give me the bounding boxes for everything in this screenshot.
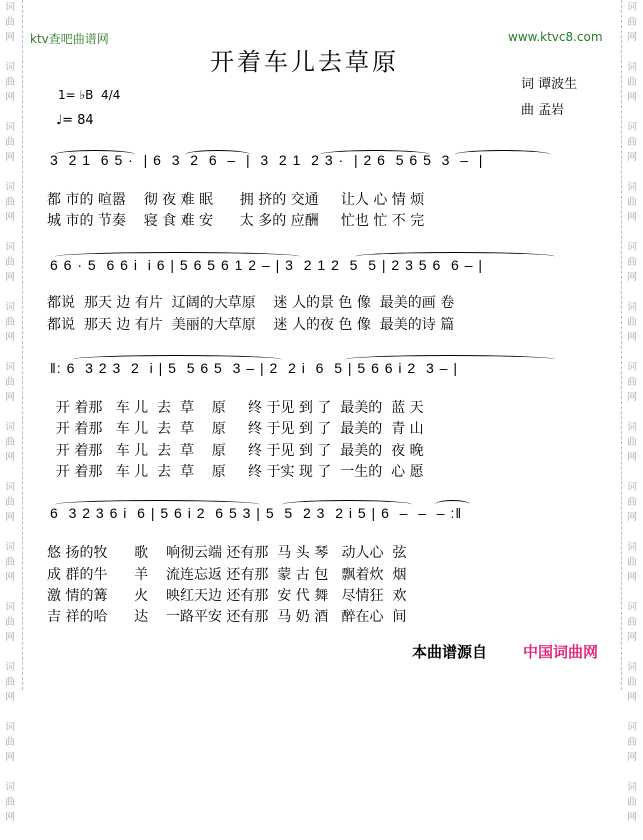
notation-line: 6 6 · 5 6 6 i i 6 | 5 6 5 6 1 2 – | 3 2 1 2 5 5 | 2 3 5 6 6 – |: [50, 257, 483, 273]
watermark-char: 曲: [627, 737, 637, 748]
watermark-char: 词: [5, 302, 15, 313]
watermark-char: 曲: [5, 737, 15, 748]
lyric-line: 开 着那 车 儿 去 草 原 终 于见 到 了 最美的 蓝 天: [47, 400, 424, 416]
watermark-char: 词: [5, 362, 15, 373]
watermark-char: 网: [627, 512, 637, 523]
watermark-char: 网: [5, 92, 15, 103]
watermark-char: 词: [627, 662, 637, 673]
source-site-link[interactable]: 中国词曲网: [523, 643, 599, 661]
lyric-line: 开 着那 车 儿 去 草 原 终 于见 到 了 最美的 青 山: [47, 421, 424, 437]
watermark-char: 网: [627, 212, 637, 223]
watermark-char: 词: [627, 302, 637, 313]
key-signature: 1= ♭B 4/4: [58, 88, 121, 102]
watermark-char: 词: [627, 182, 637, 193]
watermark-char: 网: [627, 392, 637, 403]
border-right: [621, 0, 622, 690]
watermark-right: [624, 0, 640, 840]
watermark-char: 词: [5, 242, 15, 253]
watermark-char: 词: [627, 482, 637, 493]
watermark-char: 词: [627, 62, 637, 73]
watermark-char: 曲: [5, 677, 15, 688]
watermark-char: 网: [5, 452, 15, 463]
watermark-char: 词: [627, 782, 637, 793]
watermark-char: 词: [5, 122, 15, 133]
watermark-char: 网: [5, 32, 15, 43]
watermark-char: 曲: [5, 437, 15, 448]
watermark-char: 网: [5, 572, 15, 583]
watermark-char: 网: [5, 752, 15, 763]
lyric-line: 成 群的牛 羊 流连忘返 还有那 蒙 古 包 飘着炊 烟: [47, 567, 407, 583]
watermark-char: 词: [5, 422, 15, 433]
watermark-char: 曲: [627, 557, 637, 568]
composer: 曲 孟岩: [521, 103, 565, 118]
lyric-line: 开 着那 车 儿 去 草 原 终 于见 到 了 最美的 夜 晚: [47, 443, 424, 459]
watermark-char: 曲: [5, 77, 15, 88]
watermark-char: 网: [5, 392, 15, 403]
site-name-left: ktv查吧曲谱网: [30, 32, 109, 46]
watermark-char: 曲: [5, 497, 15, 508]
watermark-char: 词: [627, 362, 637, 373]
watermark-char: 曲: [5, 317, 15, 328]
watermark-char: 曲: [5, 17, 15, 28]
watermark-char: 词: [5, 182, 15, 193]
watermark-char: 网: [5, 272, 15, 283]
notation-line: ‖: 6 3 2 3 2 i | 5 5 6 5 3 – | 2 2 i 6 5 | 5 6 6 i 2 3 – |: [50, 360, 458, 376]
watermark-char: 网: [5, 632, 15, 643]
watermark-char: 曲: [5, 257, 15, 268]
watermark-char: 词: [627, 722, 637, 733]
lyric-line: 悠 扬的牧 歌 响彻云端 还有那 马 头 琴 动人心 弦: [47, 545, 407, 561]
watermark-char: 曲: [5, 197, 15, 208]
watermark-char: 词: [627, 2, 637, 13]
watermark-char: 曲: [5, 617, 15, 628]
watermark-char: 网: [627, 752, 637, 763]
watermark-char: 曲: [627, 617, 637, 628]
watermark-char: 网: [5, 332, 15, 343]
watermark-char: 词: [5, 722, 15, 733]
watermark-char: 曲: [627, 317, 637, 328]
watermark-char: 曲: [627, 797, 637, 808]
watermark-char: 网: [627, 452, 637, 463]
watermark-char: 网: [627, 692, 637, 703]
watermark-char: 网: [5, 152, 15, 163]
watermark-char: 词: [5, 782, 15, 793]
watermark-char: 网: [627, 632, 637, 643]
watermark-char: 网: [627, 812, 637, 823]
watermark-char: 曲: [627, 17, 637, 28]
watermark-char: 网: [5, 212, 15, 223]
watermark-char: 曲: [627, 437, 637, 448]
watermark-char: 曲: [5, 377, 15, 388]
lyric-line: 城 市的 节奏 寝 食 难 安 太 多的 应酬 忙也 忙 不 完: [47, 213, 425, 229]
watermark-char: 曲: [627, 497, 637, 508]
lyric-line: 都说 那天 边 有片 辽阔的大草原 迷 人的景 色 像 最美的画 卷: [47, 295, 455, 311]
song-title: 开着车儿去草原: [210, 48, 399, 76]
notation-line: 3 2 1 6 5 · | 6 3 2 6 – | 3 2 1 2 3 · | 2 6 5 6 5 3 – |: [50, 152, 484, 168]
lyric-line: 激 情的篝 火 映红天边 还有那 安 代 舞 尽情狂 欢: [47, 588, 407, 604]
watermark-char: 词: [5, 542, 15, 553]
watermark-char: 曲: [627, 137, 637, 148]
tempo-marking: ♩= 84: [56, 113, 94, 128]
watermark-char: 词: [5, 2, 15, 13]
watermark-char: 词: [627, 422, 637, 433]
watermark-char: 网: [5, 812, 15, 823]
watermark-char: 网: [627, 152, 637, 163]
watermark-char: 曲: [627, 677, 637, 688]
lyric-line: 都 市的 喧嚣 彻 夜 难 眠 拥 挤的 交通 让人 心 情 烦: [47, 192, 425, 208]
watermark-char: 网: [5, 692, 15, 703]
watermark-char: 词: [5, 602, 15, 613]
lyric-line: 开 着那 车 儿 去 草 原 终 于实 现 了 一生的 心 愿: [47, 464, 424, 480]
watermark-left: [2, 0, 18, 840]
watermark-char: 曲: [5, 557, 15, 568]
watermark-char: 曲: [627, 197, 637, 208]
source-label: 本曲谱源自: [412, 643, 488, 661]
watermark-char: 曲: [627, 377, 637, 388]
lyric-line: 吉 祥的哈 达 一路平安 还有那 马 奶 酒 醉在心 间: [47, 609, 407, 625]
site-url-right: www.ktvc8.com: [508, 30, 603, 44]
watermark-char: 词: [627, 242, 637, 253]
watermark-char: 词: [627, 602, 637, 613]
watermark-char: 词: [5, 662, 15, 673]
watermark-char: 网: [627, 572, 637, 583]
notation-line: 6 3 2 3 6 i 6 | 5 6 i 2 6 5 3 | 5 5 2 3 2 i 5 | 6 – – – :‖: [50, 505, 463, 521]
watermark-char: 网: [5, 512, 15, 523]
watermark-char: 词: [627, 122, 637, 133]
watermark-char: 词: [627, 542, 637, 553]
watermark-char: 网: [627, 92, 637, 103]
watermark-char: 曲: [627, 257, 637, 268]
watermark-char: 曲: [5, 137, 15, 148]
border-left: [22, 0, 23, 690]
watermark-char: 网: [627, 32, 637, 43]
watermark-char: 网: [627, 332, 637, 343]
watermark-char: 曲: [5, 797, 15, 808]
watermark-char: 词: [5, 62, 15, 73]
watermark-char: 网: [627, 272, 637, 283]
lyricist: 词 谭波生: [521, 77, 578, 92]
watermark-char: 词: [5, 482, 15, 493]
watermark-char: 曲: [627, 77, 637, 88]
lyric-line: 都说 那天 边 有片 美丽的大草原 迷 人的夜 色 像 最美的诗 篇: [47, 317, 455, 333]
